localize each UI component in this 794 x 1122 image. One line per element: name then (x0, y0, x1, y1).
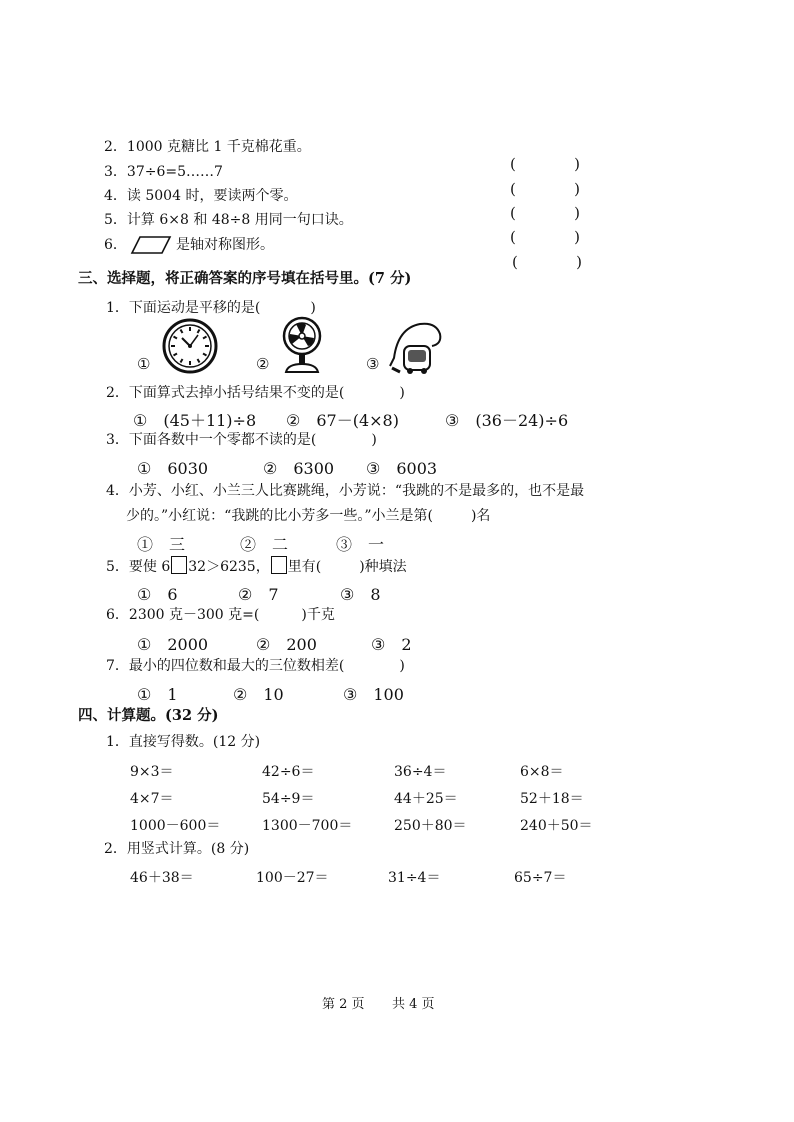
page-total: 共 4 页 (392, 997, 435, 1012)
calc-item: 52＋18＝ (520, 791, 584, 807)
option-2: ② 7 (238, 585, 279, 604)
option-3: ③ (366, 355, 380, 373)
option-1: ① 三 (137, 535, 186, 554)
section4-sub2: 2．用竖式计算。(8 分) (104, 841, 250, 857)
option-3: ③ 2 (371, 635, 412, 654)
item-text: 1000 克糖比 1 千克棉花重。 (126, 139, 311, 155)
q6-text: 6．2300 克－300 克=( )千克 (106, 607, 335, 623)
tf-item-4: 4．读 5004 时，要读两个零。 (104, 188, 298, 204)
vacuum-cleaner-icon (380, 318, 448, 376)
option-2: ② 67－(4×8) (286, 411, 399, 430)
option-1: ① 6030 (137, 459, 209, 478)
calc-item: 54÷9＝ (262, 791, 315, 807)
option-2: ② 10 (233, 685, 284, 704)
answer-paren[interactable]: ( ) (512, 253, 582, 271)
calc-item: 46＋38＝ (130, 870, 194, 886)
answer-paren[interactable]: ( ) (510, 155, 580, 173)
option-2: ② 6300 (263, 459, 335, 478)
calc-item: 31÷4＝ (388, 870, 441, 886)
calc-item: 9×3＝ (130, 764, 174, 780)
option-3: ③ 8 (340, 585, 381, 604)
tf-item-5: 5．计算 6×8 和 48÷8 用同一句口诀。 (104, 212, 353, 228)
calc-item: 250＋80＝ (394, 818, 467, 834)
tf-item-3: 3．37÷6=5……7 (104, 164, 223, 180)
option-3: ③ 100 (343, 685, 404, 704)
tf-item-6: 6． (104, 237, 127, 253)
option-1: ① 1 (137, 685, 178, 704)
blank-box (171, 556, 187, 574)
page-number: 第 2 页 (322, 997, 365, 1012)
option-2: ② 二 (240, 535, 289, 554)
calc-item: 1300－700＝ (262, 818, 353, 834)
calc-item: 100－27＝ (256, 870, 329, 886)
clock-icon (162, 318, 218, 374)
tf-item-2: 2．1000 克糖比 1 千克棉花重。 (104, 139, 311, 155)
fan-icon (280, 316, 324, 374)
answer-paren[interactable]: ( ) (510, 204, 580, 222)
section4-sub1: 1．直接写得数。(12 分) (106, 734, 261, 750)
blank-box (271, 556, 287, 574)
calc-item: 6×8＝ (520, 764, 564, 780)
calc-item: 44＋25＝ (394, 791, 458, 807)
item-text: 是轴对称图形。 (176, 237, 274, 253)
option-3: ③ 6003 (366, 459, 438, 478)
option-1: ① 2000 (137, 635, 209, 654)
section4-title: 四、计算题。(32 分) (78, 707, 219, 724)
item-number: 2 (104, 139, 113, 155)
calc-item: 1000－600＝ (130, 818, 221, 834)
answer-paren[interactable]: ( ) (510, 228, 580, 246)
q4-line1: 4．小芳、小红、小兰三人比赛跳绳，小芳说：“我跳的不是最多的，也不是最 (106, 483, 585, 499)
calc-item: 42÷6＝ (262, 764, 315, 780)
option-1: ① (137, 355, 151, 373)
section3-title: 三、选择题，将正确答案的序号填在括号里。(7 分) (78, 270, 412, 287)
q7-text: 7．最小的四位数和最大的三位数相差( ) (106, 658, 405, 674)
calc-item: 36÷4＝ (394, 764, 447, 780)
option-3: ③ 一 (336, 535, 385, 554)
calc-item: 240＋50＝ (520, 818, 593, 834)
q4-line2: 少的。”小红说：“我跳的比小芳多一些。”小兰是第( )名 (126, 508, 491, 524)
answer-paren[interactable]: ( ) (510, 180, 580, 198)
q1-text: 1．下面运动是平移的是( ) (106, 300, 316, 316)
option-3: ③ (36－24)÷6 (445, 411, 569, 430)
option-1: ① (45＋11)÷8 (133, 411, 257, 430)
q2-text: 2．下面算式去掉小括号结果不变的是( ) (106, 385, 405, 401)
q5-text: 5．要使 6 32＞6235， 里有( )种填法 (106, 556, 407, 576)
q3-text: 3．下面各数中一个零都不读的是( ) (106, 432, 377, 448)
option-1: ① 6 (137, 585, 178, 604)
calc-item: 65÷7＝ (514, 870, 567, 886)
option-2: ② 200 (256, 635, 317, 654)
parallelogram-icon (132, 236, 172, 254)
calc-item: 4×7＝ (130, 791, 174, 807)
option-2: ② (256, 355, 270, 373)
